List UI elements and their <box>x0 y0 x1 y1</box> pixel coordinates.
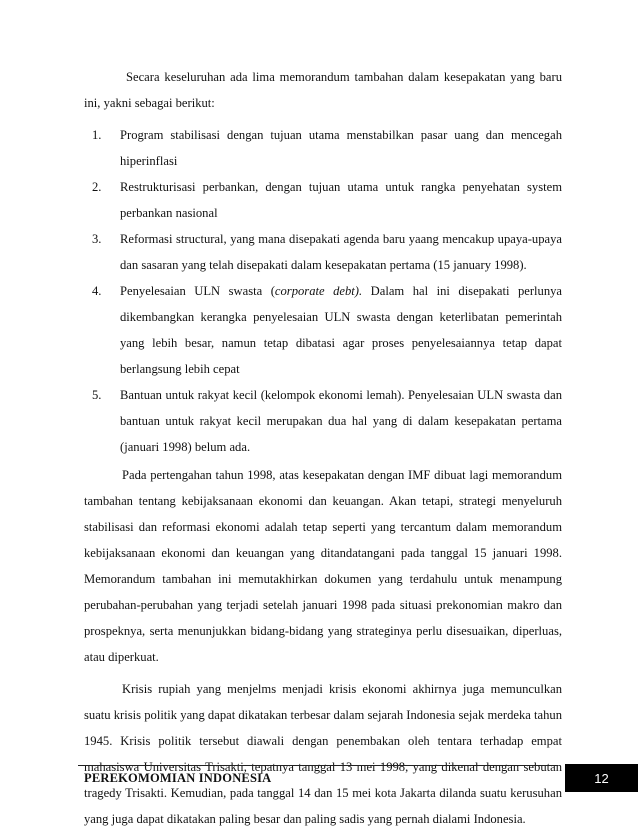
intro-paragraph: Secara keseluruhan ada lima memorandum tambahan dalam kesepakatan yang baru ini, yakni sebagai berikut: <box>84 70 562 110</box>
footer-divider <box>78 765 558 766</box>
list-number: 1. <box>92 128 102 142</box>
page-number-text: 12 <box>594 770 609 786</box>
footer-title: PEREKOMOMIAN INDONESIA <box>84 771 272 785</box>
page-body <box>84 64 562 832</box>
page-number <box>565 764 638 792</box>
list-item-text-after: Dalam hal ini disepakati perlunya dikembangkan kerangka penyelesaian ULN swasta dengan keterlibatan pemerintah yang lebih besar, namun tetap dibatasi agar proses penyelesaiannya tetap dapat berlangsung lebih cepat <box>120 284 563 376</box>
list-item-text-before: Penyelesaian ULN swasta ( <box>120 284 275 298</box>
body-paragraph: Pada pertengahan tahun 1998, atas kesepakatan dengan IMF dibuat lagi memorandum tambahan tentang kebijaksanaan ekonomi dan keuangan. Akan tetapi, strategi menyeluruh stabilisasi dan reformasi ekonomi adalah tetap seperti yang tercantum dalam memorandum kebijaksanaan ekonomi dan keuangan yang ditandatangani pada tanggal 15 januari 1998. Memorandum tambahan ini memutakhirkan dokumen yang terdahulu untuk menampung perubahan-perubahan yang terjadi setelah januari 1998 pada situasi prekonomian makro dan prospeknya, serta menunjukkan bidang-bidang yang strateginya perlu disesuaikan, diperluas, atau diperkuat. <box>84 468 562 664</box>
list-item-text: Reformasi structural, yang mana disepakati agenda baru yaang mencakup upaya-upaya dan sasaran yang telah disepakati dalam kesepakatan pertama (15 january 1998). <box>120 232 562 272</box>
list-item-text: Bantuan untuk rakyat kecil (kelompok ekonomi lemah). Penyelesaian ULN swasta dan bantuan untuk rakyat kecil merupakan dua hal yang di dalam kesepakatan pertama (januari 1998) belum ada. <box>120 388 562 454</box>
list-number: 4. <box>92 284 102 298</box>
list-item <box>84 382 562 460</box>
list-number: 2. <box>92 180 102 194</box>
memorandum-list <box>84 122 562 460</box>
list-number: 5. <box>92 388 102 402</box>
list-item-italic-term: corporate debt). <box>274 284 363 298</box>
list-number: 3. <box>92 232 102 246</box>
list-item <box>84 174 562 226</box>
list-item <box>84 226 562 278</box>
list-item <box>84 122 562 174</box>
list-item-text: Program stabilisasi dengan tujuan utama menstabilkan pasar uang dan mencegah hiperinflasi <box>120 128 562 168</box>
body-paragraph: Krisis rupiah yang menjelms menjadi krisis ekonomi akhirnya juga memunculkan suatu krisis politik yang dapat dikatakan terbesar dalam sejarah Indonesia sejak merdeka tahun 1945. Krisis politik tersebut diawali dengan penembakan oleh tentara terhadap empat mahasiswa Universitas Trisakti, tepatnya tanggal 13 mei 1998, yang dikenal dengan sebutan tragedy Trisakti. Kemudian, pada tanggal 14 dan 15 mei kota Jakarta dilanda suatu kerusuhan yang juga dapat dikatakan paling besar dan paling sadis yang pernah dialami Indonesia. <box>84 682 562 826</box>
list-item-text: Restrukturisasi perbankan, dengan tujuan utama untuk rangka penyehatan system perbankan nasional <box>120 180 562 220</box>
list-item <box>84 278 562 382</box>
